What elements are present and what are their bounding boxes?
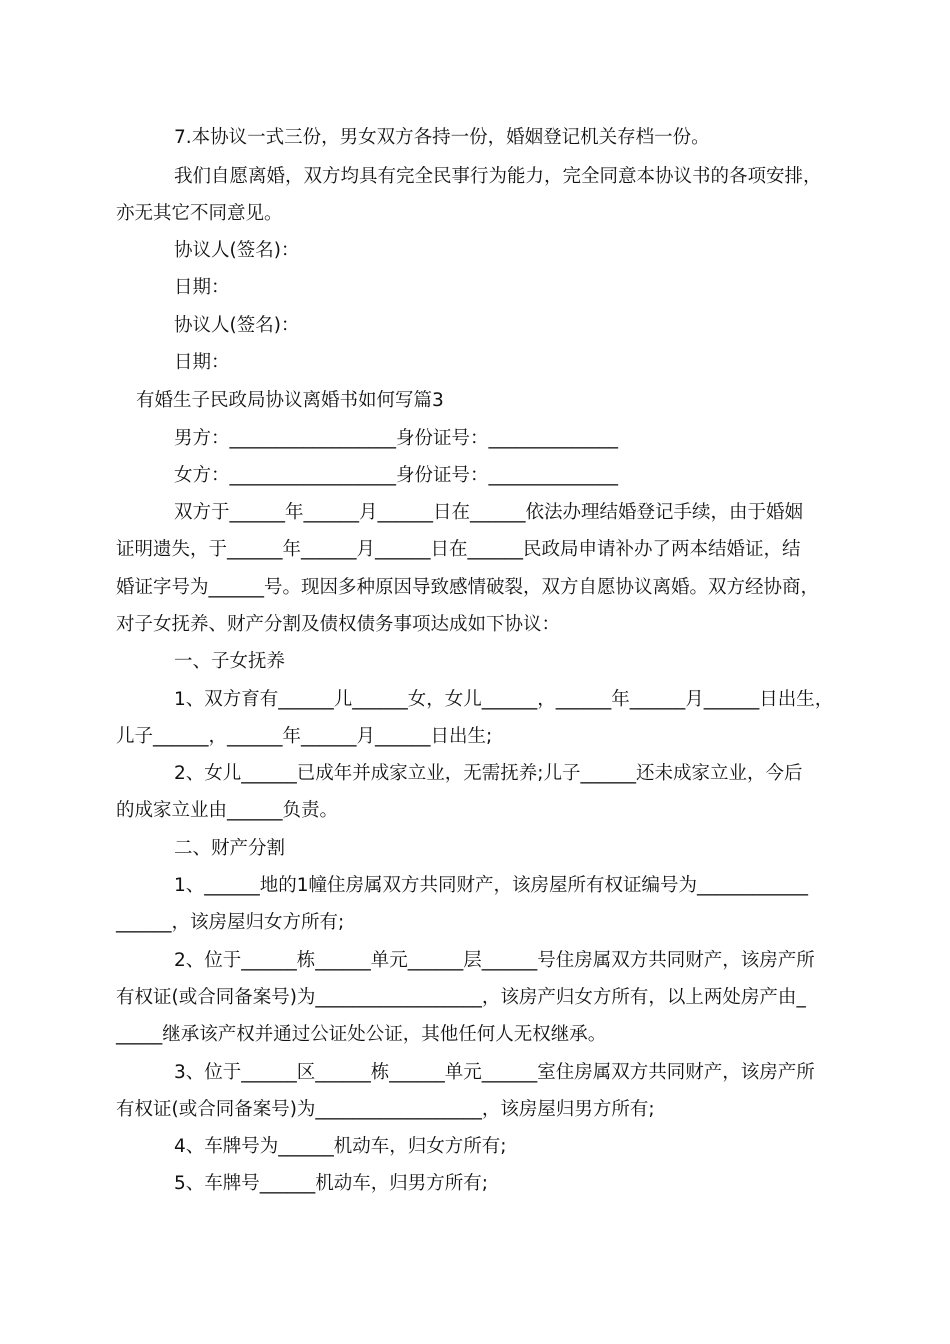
heading-property-division: 二、财产分割	[174, 838, 286, 859]
property-clause-2-line-3: _____继承该产权并通过公证处公证，其他任何人无权继承。	[116, 1024, 607, 1045]
signature-line-2: 协议人(签名)：	[174, 315, 300, 336]
signature-line-1: 协议人(签名)：	[174, 240, 300, 261]
section-title: 有婚生子民政局协议离婚书如何写篇3	[136, 390, 444, 411]
intro-paragraph-line-4: 对子女抚养、财产分割及债权债务事项达成如下协议：	[116, 614, 561, 635]
property-clause-5: 5、车牌号______机动车，归男方所有;	[174, 1173, 489, 1194]
paragraph-consent-line-2: 亦无其它不同意见。	[116, 203, 283, 224]
date-line-2: 日期：	[174, 352, 230, 373]
property-clause-1-line-1: 1、______地的1幢住房属双方共同财产，该房屋所有权证编号为____________	[174, 875, 809, 896]
child-clause-1-line-1: 1、双方育有______儿______女，女儿______，______年______月______日出生，	[174, 689, 834, 710]
wife-line: 女方：__________________身份证号：______________	[174, 465, 619, 486]
property-clause-2-line-2: 有权证(或合同备案号)为__________________，该房产归女方所有，以上两处房产由_	[116, 987, 806, 1008]
property-clause-4: 4、车牌号为______机动车，归女方所有;	[174, 1136, 507, 1157]
heading-child-custody: 一、子女抚养	[174, 651, 286, 672]
property-clause-3-line-1: 3、位于______区______栋______单元______室住房属双方共同财产，该房产所	[174, 1062, 815, 1083]
property-clause-3-line-2: 有权证(或合同备案号)为__________________，该房屋归男方所有;	[116, 1099, 655, 1120]
intro-paragraph-line-3: 婚证字号为______号。现因多种原因导致感情破裂，双方自愿协议离婚。双方经协商，	[116, 577, 820, 598]
property-clause-1-line-2: ______，该房屋归女方所有;	[116, 912, 345, 933]
intro-paragraph-line-2: 证明遗失，于______年______月______日在______民政局申请补办了两本结婚证，结	[116, 539, 801, 560]
husband-line: 男方：__________________身份证号：______________	[174, 428, 619, 449]
child-clause-2-line-2: 的成家立业由______负责。	[116, 800, 339, 821]
date-line-1: 日期：	[174, 277, 230, 298]
property-clause-2-line-1: 2、位于______栋______单元______层______号住房属双方共同财产，该房产所	[174, 950, 815, 971]
intro-paragraph-line-1: 双方于______年______月______日在______依法办理结婚登记手续，由于婚姻	[174, 502, 804, 523]
child-clause-1-line-2: 儿子______，______年______月______日出生;	[116, 726, 493, 747]
child-clause-2-line-1: 2、女儿______已成年并成家立业，无需抚养;儿子______还未成家立业，今后	[174, 763, 803, 784]
clause-7: 7.本协议一式三份，男女双方各持一份，婚姻登记机关存档一份。	[174, 127, 710, 148]
paragraph-consent-line-1: 我们自愿离婚，双方均具有完全民事行为能力，完全同意本协议书的各项安排，	[174, 166, 822, 187]
